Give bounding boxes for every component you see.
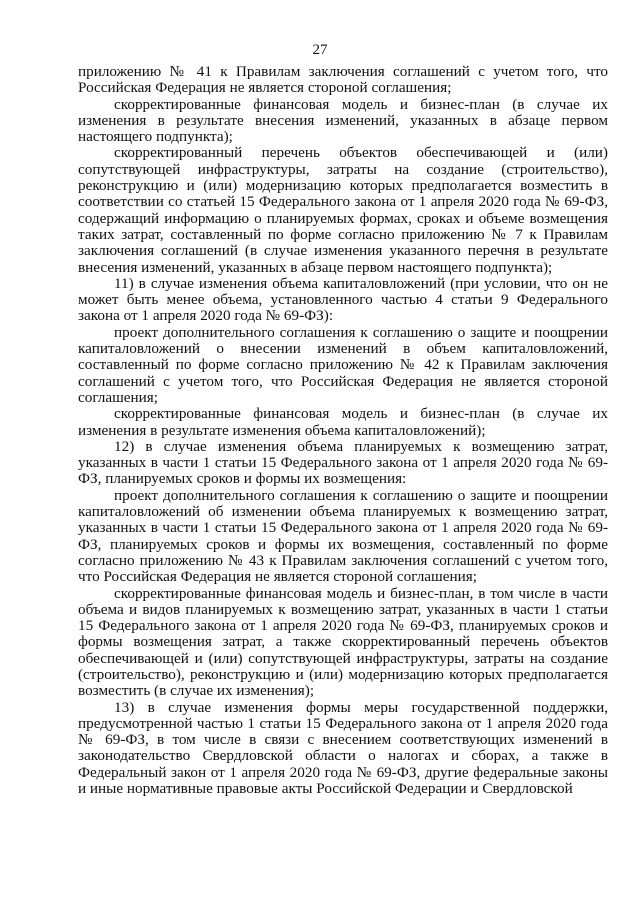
paragraph: скорректированные финансовая модель и бизнес-план (в случае их изменения в результате внесения изменений, указанных в абзаце первом настоящего подпункта);: [78, 95, 608, 146]
paragraph: проект дополнительного соглашения к соглашению о защите и поощрении капиталовложений о внесении изменений в объем капиталовложений, составленный по форме согласно приложению № 42 к Правилам заключения соглашений с учетом того, что Российская Федерация не является стороной соглашения;: [78, 323, 608, 406]
paragraph: скорректированный перечень объектов обеспечивающей и (или) сопутствующей инфраструктуры, затраты на создание (строительство), реконструкцию и (или) модернизацию которых предполагается возместить в соответствии со статьей 15 Федерального закона от 1 апреля 2020 года № 69-ФЗ, содержащий информацию о планируемых формах, сроках и объеме возмещения таких затрат, составленный по форме согласно приложению № 7 к Правилам заключения соглашений (в случае изменения указанного перечня в результате внесения изменений, указанных в абзаце первом настоящего подпункта);: [78, 144, 608, 276]
paragraph: скорректированные финансовая модель и бизнес-план, в том числе в части объема и видов планируемых к возмещению затрат, указанных в части 1 статьи 15 Федерального закона от 1 апреля 2020 года № 69-ФЗ, планируемых сроков и формы возмещения затрат, а также скорректированный перечень объектов обеспечивающей и (или) сопутствующей инфраструктуры, затраты на создание (строительство), реконструкцию и (или) модернизацию которых предполагается возместить (в случае их изменения);: [78, 584, 608, 700]
paragraph: скорректированные финансовая модель и бизнес-план (в случае их изменения в результате изменения объема капиталовложений);: [78, 405, 608, 439]
paragraph-item-13: 13) в случае изменения формы меры государственной поддержки, предусмотренной частью 1 статьи 15 Федерального закона от 1 апреля 2020 года № 69-ФЗ, в том числе в связи с внесением соответствующих изменений в законодательство Свердловской области о налогах и сборах, а также в Федеральный закон от 1 апреля 2020 года № 69-ФЗ, другие федеральные законы и иные нормативные правовые акты Российской Федерации и Свердловской: [78, 698, 608, 798]
paragraph: проект дополнительного соглашения к соглашению о защите и поощрении капиталовложений об изменении объема планируемых к возмещению затрат, указанных в части 1 статьи 15 Федерального закона от 1 апреля 2020 года № 69-ФЗ, планируемых сроков и формы их возмещения, составленный по форме согласно приложению № 43 к Правилам заключения соглашений с учетом того, что Российская Федерация не является стороной соглашения;: [78, 486, 608, 586]
paragraph-continuation: приложению № 41 к Правилам заключения соглашений с учетом того, что Российская Федерация не является стороной соглашения;: [78, 63, 608, 97]
paragraph-item-12: 12) в случае изменения объема планируемых к возмещению затрат, указанных в части 1 статьи 15 Федерального закона от 1 апреля 2020 года № 69-ФЗ, планируемых сроков и формы их возмещения:: [78, 437, 608, 488]
document-body: [78, 64, 608, 797]
paragraph-item-11: 11) в случае изменения объема капиталовложений (при условии, что он не может быть менее объема, установленного частью 4 статьи 9 Федерального закона от 1 апреля 2020 года № 69-ФЗ):: [78, 274, 608, 325]
page-number: 27: [312, 42, 328, 58]
